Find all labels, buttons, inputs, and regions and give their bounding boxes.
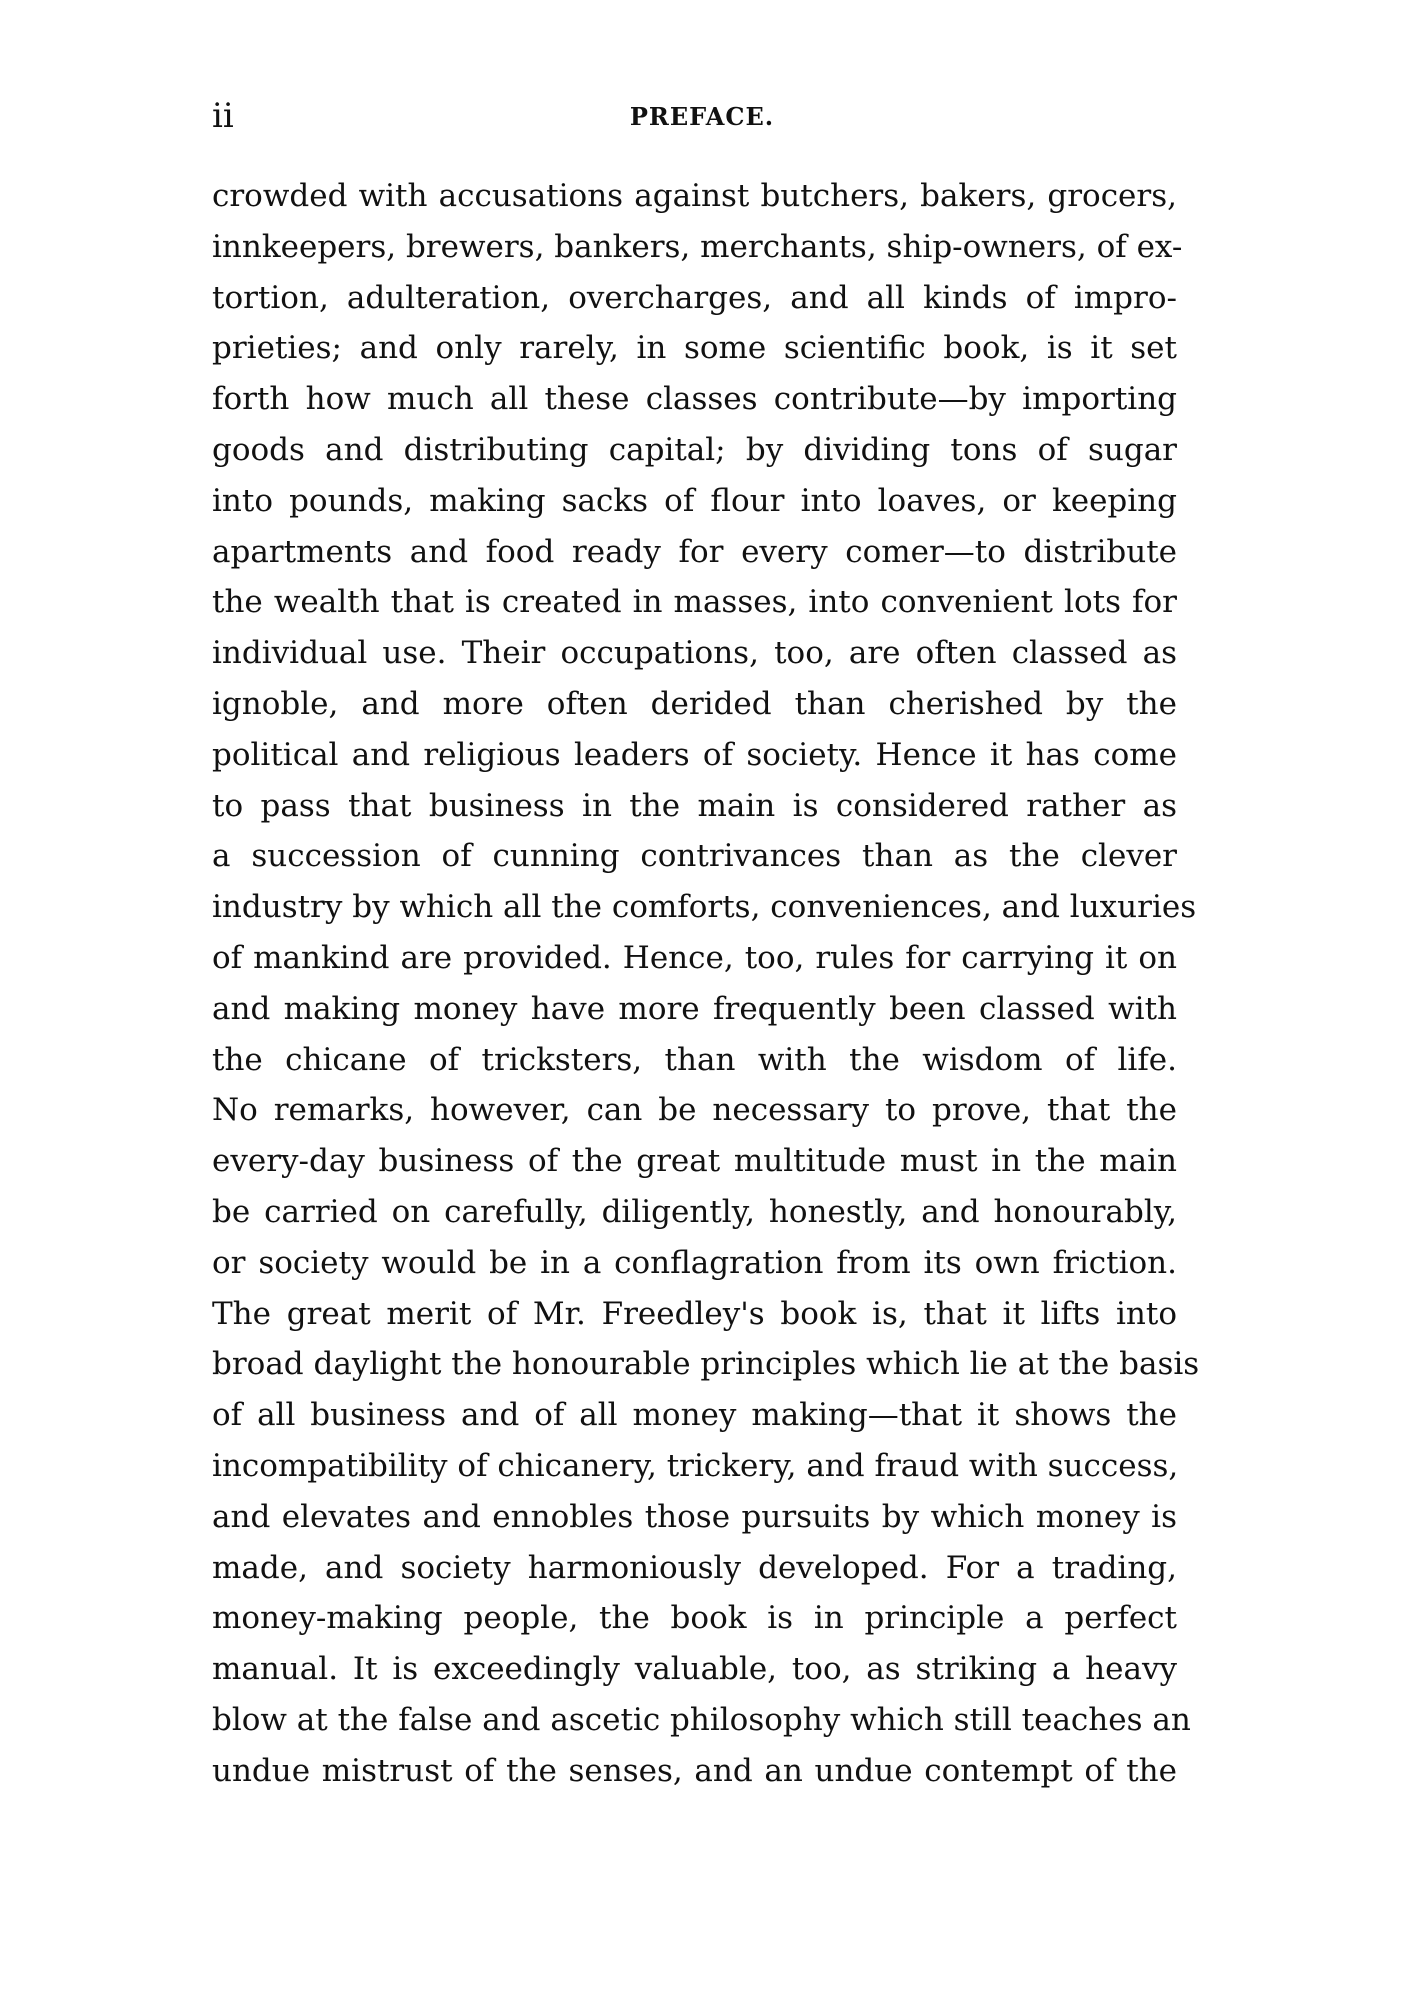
text-line: forth how much all these classes contribute—by importing bbox=[212, 381, 1177, 418]
text-line: goods and distributing capital; by dividing tons of sugar bbox=[212, 431, 1177, 468]
running-head: PREFACE. bbox=[629, 102, 775, 131]
text-line: and making money have more frequently been classed with bbox=[212, 990, 1177, 1027]
text-line: undue mistrust of the senses, and an undue contempt of the bbox=[212, 1752, 1177, 1789]
text-line: made, and society harmoniously developed. For a trading, bbox=[212, 1549, 1177, 1586]
text-line: to pass that business in the main is considered rather as bbox=[212, 787, 1177, 824]
body-text bbox=[212, 171, 1200, 1797]
text-line: political and religious leaders of society. Hence it has come bbox=[212, 736, 1177, 773]
text-line: every-day business of the great multitude must in the main bbox=[212, 1143, 1177, 1180]
text-line: or society would be in a conflagration from its own friction. bbox=[212, 1244, 1177, 1281]
text-line: crowded with accusations against butchers, bakers, grocers, bbox=[212, 178, 1177, 214]
text-line: ignoble, and more often derided than cherished by the bbox=[212, 685, 1177, 722]
text-line: tortion, adulteration, overcharges, and all kinds of impro- bbox=[212, 279, 1177, 316]
text-line: individual use. Their occupations, too, are often classed as bbox=[212, 635, 1177, 672]
text-line: the wealth that is created in masses, into convenient lots for bbox=[212, 584, 1177, 621]
text-line: The great merit of Mr. Freedley's book is, that it lifts into bbox=[212, 1295, 1177, 1332]
text-line: the chicane of tricksters, than with the wisdom of life. bbox=[212, 1041, 1177, 1078]
text-line: of mankind are provided. Hence, too, rules for carrying it on bbox=[212, 939, 1177, 976]
text-line: of all business and of all money making—that it shows the bbox=[212, 1397, 1177, 1434]
text-line: into pounds, making sacks of flour into loaves, or keeping bbox=[212, 482, 1177, 519]
text-line: prieties; and only rarely, in some scientific book, is it set bbox=[212, 330, 1177, 367]
text-line: manual. It is exceedingly valuable, too, as striking a heavy bbox=[212, 1651, 1177, 1688]
text-line: a succession of cunning contrivances than as the clever bbox=[212, 838, 1177, 875]
text-line: apartments and food ready for every comer—to distribute bbox=[212, 533, 1177, 570]
text-line: incompatibility of chicanery, trickery, and fraud with success, bbox=[212, 1447, 1179, 1484]
text-line: blow at the false and ascetic philosophy which still teaches an bbox=[212, 1701, 1191, 1738]
text-line: industry by which all the comforts, conveniences, and luxuries bbox=[212, 889, 1197, 926]
page-number: ii bbox=[212, 96, 234, 136]
text-line: money-making people, the book is in principle a perfect bbox=[212, 1600, 1177, 1637]
text-line: be carried on carefully, diligently, honestly, and honourably, bbox=[212, 1193, 1177, 1230]
text-line: No remarks, however, can be necessary to prove, that the bbox=[212, 1092, 1177, 1129]
text-line: and elevates and ennobles those pursuits by which money is bbox=[212, 1498, 1177, 1535]
text-line: innkeepers, brewers, bankers, merchants, ship-owners, of ex- bbox=[212, 228, 1183, 265]
text-line: broad daylight the honourable principles which lie at the basis bbox=[212, 1346, 1200, 1383]
